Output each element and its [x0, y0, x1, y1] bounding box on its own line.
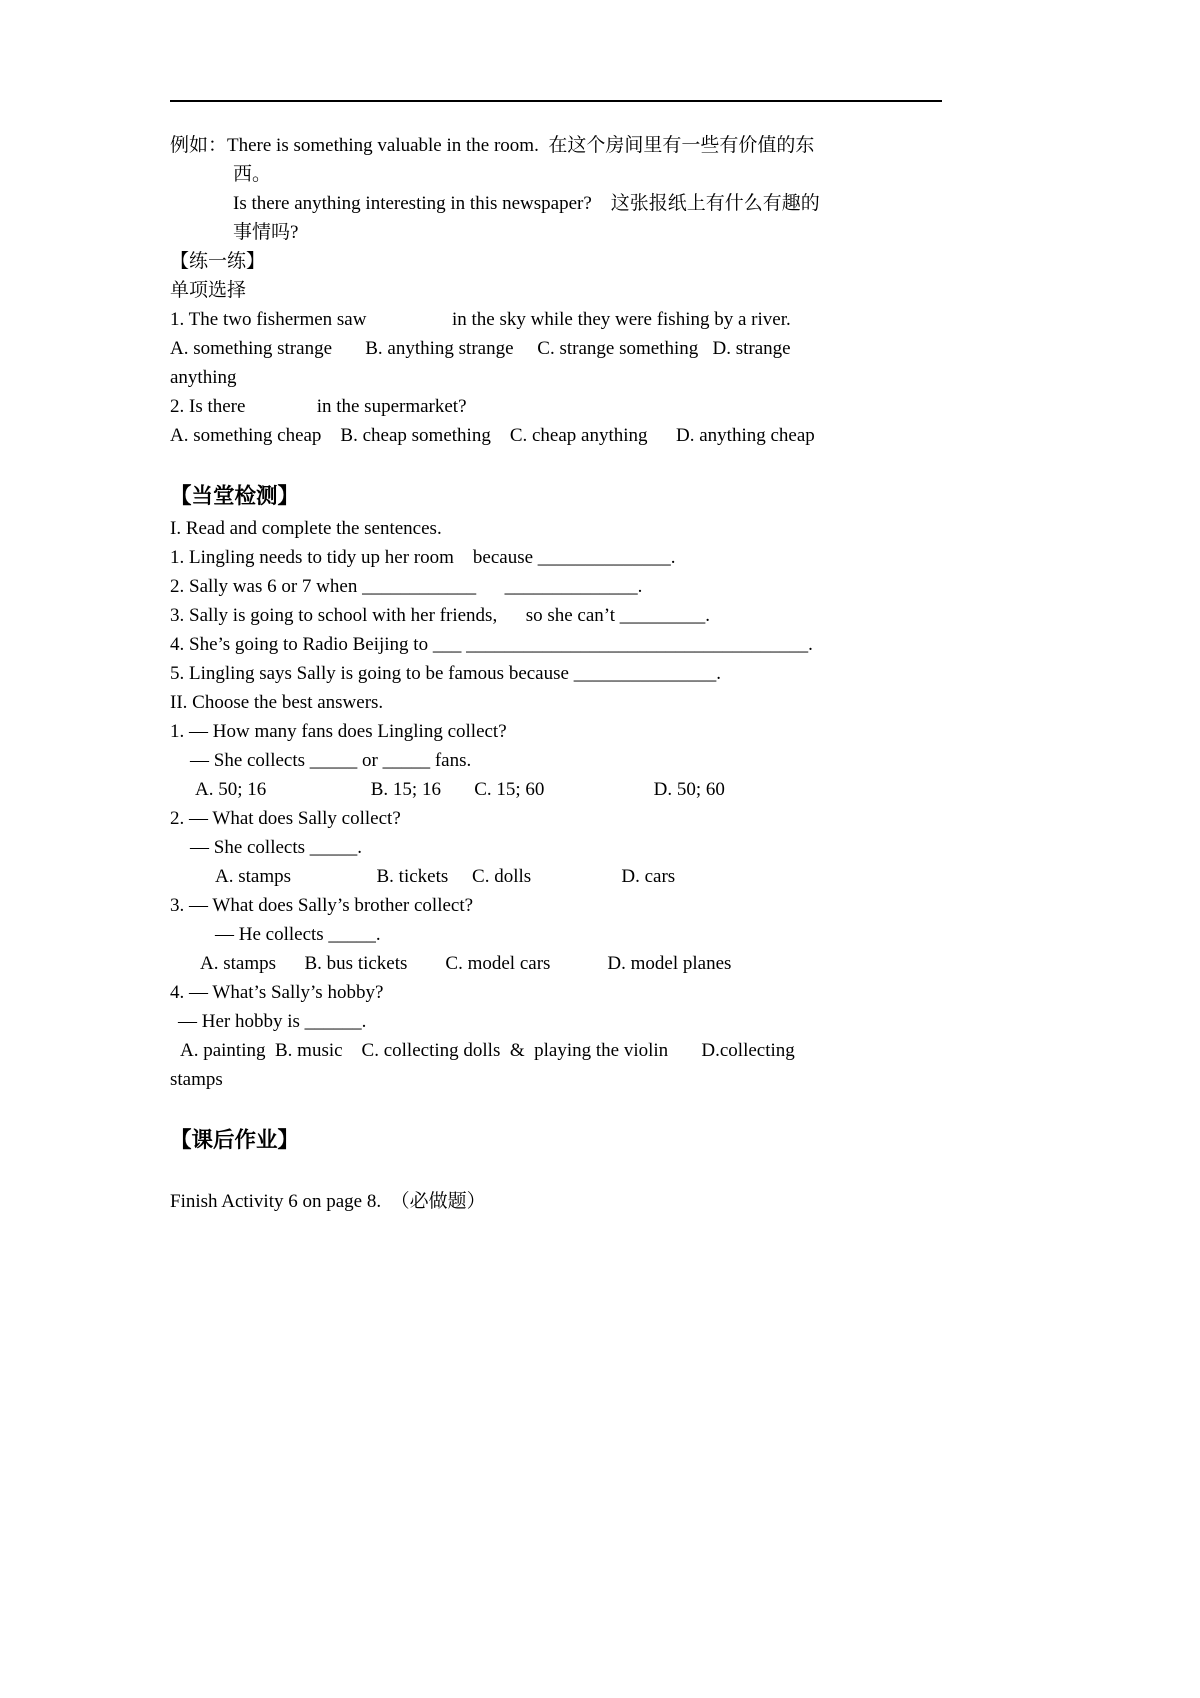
blank-line	[170, 1158, 942, 1187]
section-practice	[170, 247, 942, 479]
answer-options: stamps	[170, 1069, 223, 1090]
answer-options: A. stamps B. bus tickets C. model cars D. model planes	[200, 953, 732, 974]
question: — Her hobby is ______.	[178, 1011, 367, 1032]
section-example	[170, 131, 942, 247]
horizontal-rule	[170, 100, 942, 102]
instruction: I. Read and complete the sentences.	[170, 518, 442, 539]
document-content	[170, 131, 942, 1216]
section-title: 【练一练】	[170, 251, 266, 272]
question: 2. — What does Sally collect?	[170, 808, 401, 829]
question: 4. — What’s Sally’s hobby?	[170, 982, 384, 1003]
question: 3. Sally is going to school with her friends, so she can’t _________.	[170, 605, 711, 626]
answer-options: anything	[170, 367, 237, 388]
example-sentence: 西。	[233, 164, 272, 185]
example-sentence: Is there anything interesting in this newspaper? 这张报纸上有什么有趣的	[233, 193, 820, 214]
homework-task: Finish Activity 6 on page 8. （必做题）	[170, 1191, 486, 1212]
section-header: 【课后作业】	[170, 1128, 300, 1152]
answer-options: A. 50; 16 B. 15; 16 C. 15; 60 D. 50; 60	[195, 779, 725, 800]
question: — She collects _____.	[190, 837, 363, 858]
blank-line	[170, 1094, 942, 1123]
question: — She collects _____ or _____ fans.	[190, 750, 472, 771]
subsection-title: 单项选择	[170, 280, 247, 301]
question: 5. Lingling says Sally is going to be famous because _______________.	[170, 663, 721, 684]
answer-options: A. stamps B. tickets C. dolls D. cars	[215, 866, 676, 887]
example-sentence: 例如：There is something valuable in the room. 在这个房间里有一些有价值的东	[170, 135, 815, 156]
answer-options: A. painting B. music C. collecting dolls & playing the violin D.collecting	[180, 1040, 795, 1061]
section-header: 【当堂检测】	[170, 484, 300, 508]
question: 4. She’s going to Radio Beijing to ___ ____________________________________.	[170, 634, 813, 655]
worksheet-page	[170, 0, 942, 1216]
question: 2. Is there in the supermarket?	[170, 396, 467, 417]
answer-options: A. something cheap B. cheap something C. cheap anything D. anything cheap	[170, 425, 815, 446]
question: — He collects _____.	[215, 924, 381, 945]
section-homework	[170, 1123, 942, 1216]
question: 2. Sally was 6 or 7 when ____________ ______________.	[170, 576, 643, 597]
blank-line	[170, 450, 942, 479]
question: 1. — How many fans does Lingling collect?	[170, 721, 507, 742]
answer-options: A. something strange B. anything strange C. strange something D. strange	[170, 338, 791, 359]
example-sentence: 事情吗?	[233, 222, 299, 243]
section-assessment	[170, 479, 942, 1123]
question: 3. — What does Sally’s brother collect?	[170, 895, 474, 916]
instruction: II. Choose the best answers.	[170, 692, 384, 713]
question: 1. Lingling needs to tidy up her room because ______________.	[170, 547, 676, 568]
question: 1. The two fishermen saw in the sky while they were fishing by a river.	[170, 309, 791, 330]
